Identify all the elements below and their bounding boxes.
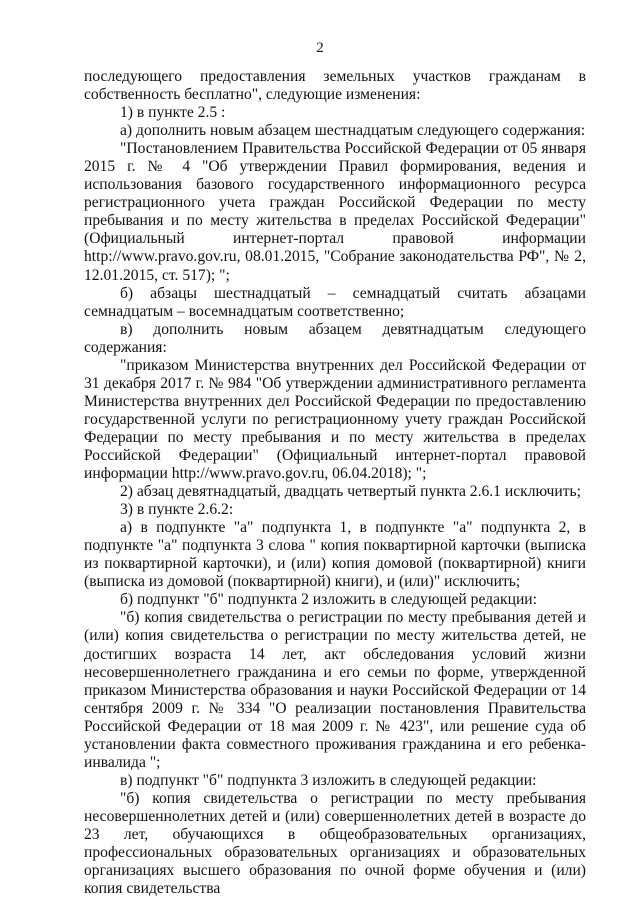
- paragraph: б) абзацы шестнадцатый – семнадцатый считать абзацами семнадцатым – восемнадцатым соответственно;: [84, 284, 586, 320]
- paragraph: 3) в пункте 2.6.2:: [120, 501, 234, 519]
- paragraph: в) подпункт "б" подпункта 3 изложить в следующей редакции:: [120, 771, 537, 789]
- paragraph: в) дополнить новым абзацем девятнадцатым следующего содержания:: [84, 320, 586, 356]
- page-number: 2: [316, 40, 324, 56]
- paragraph: последующего предоставления земельных участков гражданам в собственность бесплатно", следующие изменения:: [84, 68, 586, 104]
- paragraph: а) дополнить новым абзацем шестнадцатым следующего содержания:: [120, 122, 586, 140]
- paragraph: 1) в пункте 2.5 :: [120, 104, 226, 122]
- paragraph: "Постановлением Правительства Российской Федерации от 05 января 2015 г. № 4 "Об утверждении Правил формирования, ведения и использования базового государственного информационного ресурса регистрационного учета граждан Российской Федерации по месту пребывания и по месту жительства в пределах Российской Федерации" (Официальный интернет-портал правовой информации http://www.pravo.gov.ru, 08.01.2015, "Собрание законодательства РФ", № 2, 12.01.2015, ст. 517); ";: [84, 140, 586, 284]
- paragraph: 2) абзац девятнадцатый, двадцать четвертый пункта 2.6.1 исключить;: [120, 483, 581, 501]
- paragraph: "приказом Министерства внутренних дел Российской Федерации от 31 декабря 2017 г. № 984 "Об утверждении административного регламента Министерства внутренних дел Российской Федерации по предоставлению государственной услуги по регистрационному учету граждан Российской Федерации по месту пребывания и по месту жительства в пределах Российской Федерации" (Официальный интернет-портал правовой информации http://www.pravo.gov.ru, 06.04.2018); ";: [84, 356, 586, 483]
- paragraph: "б) копия свидетельства о регистрации по месту пребывания детей и (или) копия свидетельства о регистрации по месту жительства детей, не достигших возраста 14 лет, акт обследования условий жизни несовершеннолетнего гражданина и его семьи по форме, утвержденной приказом Министерства образования и науки Российской Федерации от 14 сентября 2009 г. № 334 "О реализации постановления Правительства Российской Федерации от 18 мая 2009 г. № 423", или решение суда об установлении факта совместного проживания гражданина и его ребенка-инвалида ";: [84, 609, 586, 771]
- paragraph: а) в подпункте "а" подпункта 1, в подпункте "а" подпункта 2, в подпункте "а" подпункта 3 слова " копия поквартирной карточки (выписка из поквартирной карточки), и (или) копия домовой (поквартирной) книги (выписка из домовой (поквартирной) книги), и (или)" исключить;: [84, 519, 586, 591]
- document-body: [84, 68, 586, 898]
- paragraph: "б) копия свидетельства о регистрации по месту пребывания несовершеннолетних детей и (или) совершеннолетних детей в возрасте до 23 лет, обучающихся в общеобразовательных организациях, профессиональных образовательных организациях и образовательных организациях высшего образования по очной форме обучения и (или) копия свидетельства: [84, 789, 586, 898]
- paragraph: б) подпункт "б" подпункта 2 изложить в следующей редакции:: [120, 591, 537, 609]
